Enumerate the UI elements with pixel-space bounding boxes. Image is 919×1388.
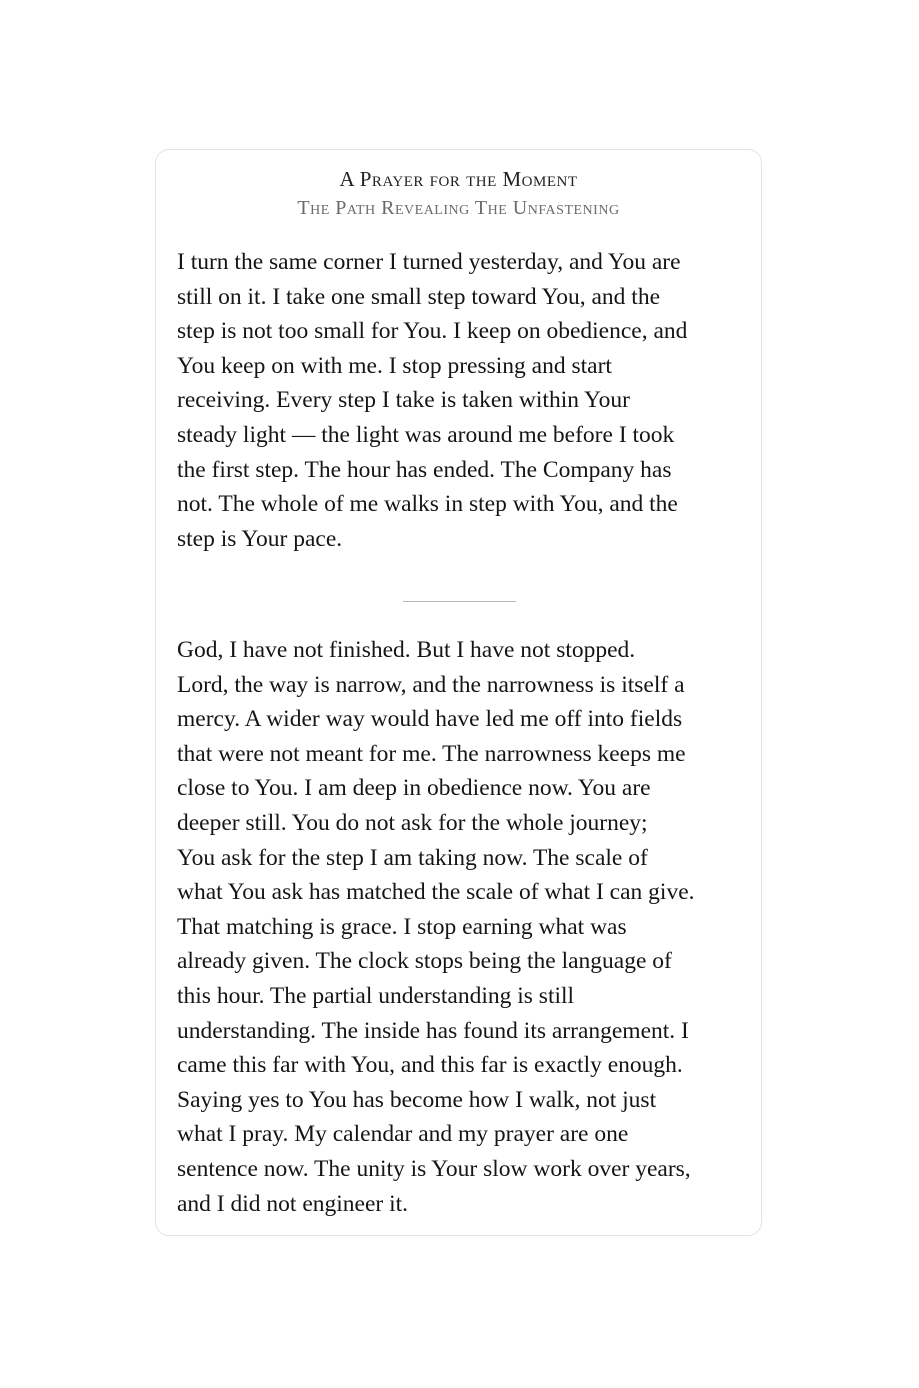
prayer-paragraph-2: God, I have not finished. But I have not stopped. Lord, the way is narrow, and the narrowness is itself a mercy. A wider way would have led me off into fields that were not meant for me. The narrowness keeps me close to You. I am deep in obedience now. You are deeper still. You do not ask for the whole journey; You ask for the step I am taking now. The scale of what You ask has matched the scale of what I can give. That matching is grace. I stop earning what was already given. The clock stops being the language of this hour. The partial understanding is still understanding. The inside has found its arrangement. I came this far with You, and this far is exactly enough. Saying yes to You has become how I walk, not just what I pray. My calendar and my prayer are one sentence now. The unity is Your slow work over years, and I did not engineer it.: [177, 637, 695, 1217]
card-subtitle: The Path Revealing The Unfastening: [297, 197, 620, 219]
card-title: A Prayer for the Moment: [339, 167, 578, 191]
prayer-card: [155, 149, 762, 1236]
prayer-paragraph-1: I turn the same corner I turned yesterday, and You are still on it. I take one small step toward You, and the step is not too small for You. I keep on obedience, and You keep on with me. I stop pressing and start receiving. Every step I take is taken within Your steady light — the light was around me before I took the first step. The hour has ended. The Company has not. The whole of me walks in step with You, and the step is Your pace.: [177, 249, 688, 552]
section-divider: [403, 601, 516, 602]
